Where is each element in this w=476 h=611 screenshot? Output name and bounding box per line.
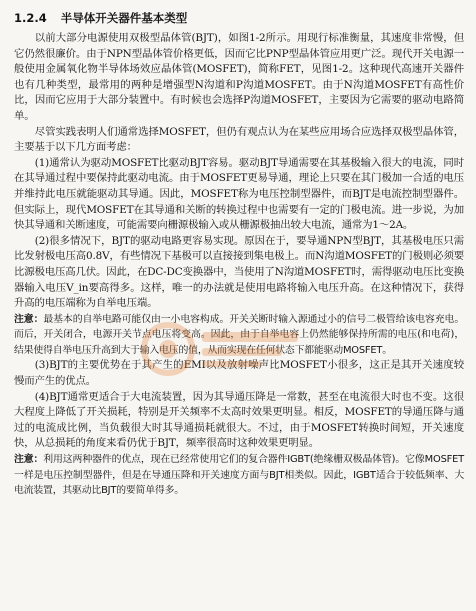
paragraph-point-3: (3)BJT的主要优势在于其产生的EMI以及放射噪声比MOSFET小很多，这正是其开关速度较慢而产生的优点。 (14, 359, 464, 388)
paragraph-intro: 以前大部分电源使用双极型晶体管(BJT)，如图1-2所示。用现行标准衡量，其速度非常慢，但它仍然很廉价。由于NPN型晶体管价格更低，因而它比PNP型晶体管应用更广泛。现代开关电源一般使用金属氧化物半导体场效应晶体管(MOSFET)，简称FET，见图1-2。这种现代高速开关器件也有几种类型，最常用的两种是增强型N沟道和P沟道MOSFET。由于N沟道MOSFET有高性价比，因而它应用于大部分装置中。有时候也会选择P沟道MOSFET，主要因为它需要的驱动电路简单。 (14, 32, 464, 122)
paragraph-point-4: (4)BJT通常更适合于大电流装置，因为其导通压降是一常数，甚至在电流很大时也不变。这很大程度上降低了开关损耗，特别是开关频率不太高时效果更明显。相反，MOSFET的导通压降与通过的电流成比例，当负载很大时其导通损耗就很大。不过，由于MOSFET转换时间短，开关速度快，从总损耗的角度来看仍优于BJT，频率很高时这种效果更明显。 (14, 390, 464, 450)
paragraph-point-2: (2)很多情况下，BJT的驱动电路更容易实现。原因在于，要导通NPN型BJT，其基极电压只需比发射极电压高0.8V，有些情况下基极可以直接接到集电极上。而N沟道MOSFET的门极则必须要比源极电压高几伏。因此，在DC-DC变换器中，当使用了N沟道MOSFET时，需得驱动电压比变换器输入电压V_in要高得多。这样，唯一的办法就是使用电路将输入电压升高。在这种情况下，获得升高的电压端称为自举电压端。 (14, 234, 464, 310)
note-text: 利用这两种器件的优点，现在已经常使用它们的复合器件IGBT(绝缘栅双极晶体管)。它像MOSFET一样是电压控制型器件，但是在导通压降和开关速度方面与BJT相类似。因此，IGBT适合于较低频率、大电流装置，其驱动比BJT的要简单得多。 (14, 454, 464, 497)
note-bootstrap (14, 312, 464, 359)
paragraph-point-1: (1)通常认为驱动MOSFET比驱动BJT容易。驱动BJT导通需要在其基极输入很大的电流，同时在其导通过程中要保持此驱动电流。由于MOSFET更易导通，理论上只要在其门极加一合适的电压并维持此电压就能驱动其导通。因此，MOSFET称为电压控制型器件，而BJT是电流控制型器件。但实际上，现代MOSFET在其导通和关断的转换过程中也需要有一定的门极电流。进一步说，为加快其导通和关断速度，可能需要向栅源极输入或从栅源极抽出较大电流，通常为1～2A。 (14, 156, 464, 232)
section-number: 1.2.4 (14, 11, 47, 25)
note-label: 注意： (14, 313, 44, 325)
section-heading (14, 8, 464, 28)
paragraph-considerations: 尽管实践表明人们通常选择MOSFET，但仍有观点认为在某些应用场合应选择双极型晶体管，主要基于以下几方面考虑： (14, 125, 464, 154)
note-label: 注意： (14, 454, 44, 466)
note-igbt (14, 452, 464, 499)
note-text: 最基本的自举电路可能仅由一小电容构成。开关关断时输入源通过小的信号二极管给该电容充电。而后，开关闭合，电源开关节点电压将变高。因此，由于自举电容上仍然能够保持所需的电压(和电荷)，结果使得自举电压升高到大于输入电压的值，从而实现在任何状态下都能驱动MOSFET。 (14, 313, 464, 356)
section-title: 半导体开关器件基本类型 (60, 11, 188, 25)
